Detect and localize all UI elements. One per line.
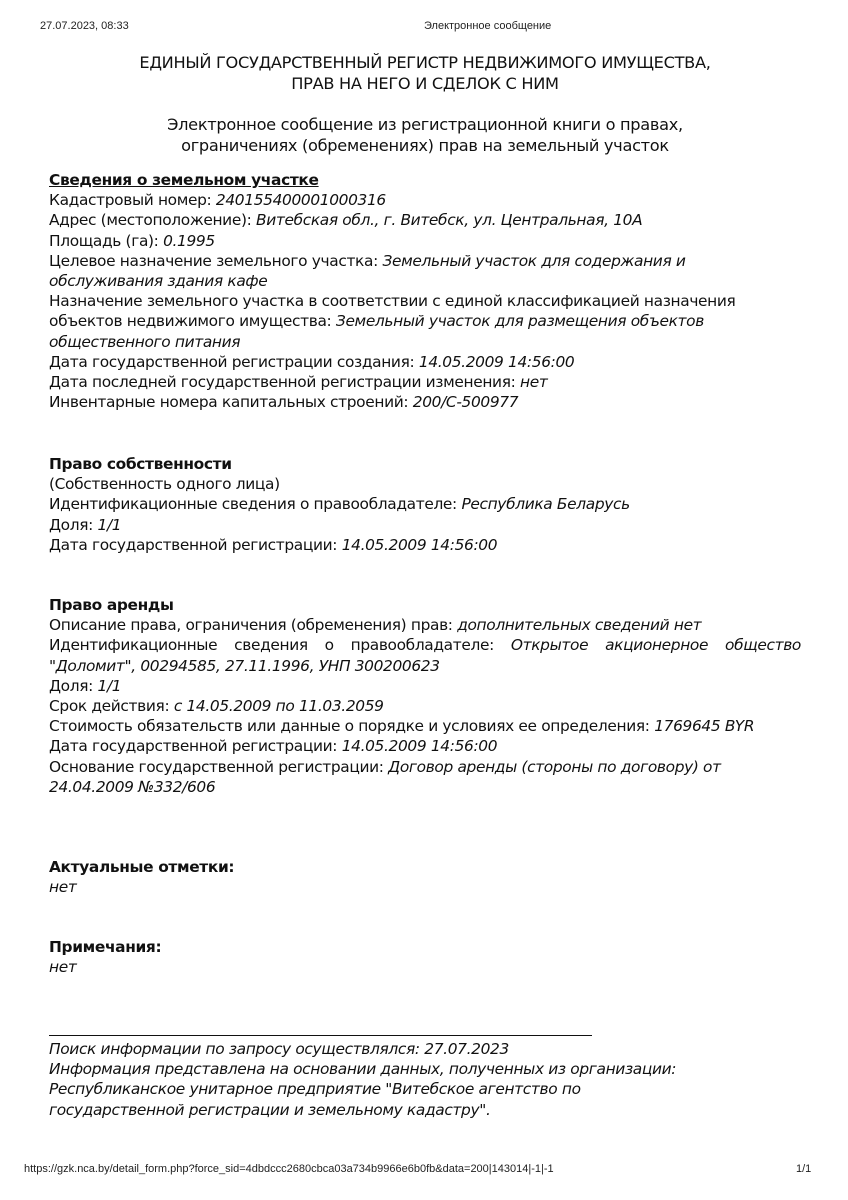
print-header-datetime: 27.07.2023, 08:33 [40,20,129,32]
lease-holder-row [49,635,801,675]
inventory-label: Инвентарные номера капитальных строений: [49,393,413,412]
register-title [40,52,810,94]
current-marks-value: нет [49,878,77,897]
source-line-1: Информация представлена на основании данных, полученных из организации: [49,1060,677,1079]
purpose-row [49,251,801,291]
print-footer-url: https://gzk.nca.by/detail_form.php?force_sid=4dbdccc2680cbca03a734b9966e6b0fb&data=200|143014|-1|-1 [24,1163,554,1175]
subtitle-line-1: Электронное сообщение из регистрационной книги о правах, [167,115,683,134]
lease-share-row [49,676,801,696]
ownership-holder-value: Республика Беларусь [461,495,630,514]
lease-holder-label: Идентификационные сведения о правообладателе: [49,636,511,655]
notes-heading: Примечания: [49,938,162,956]
inventory-row [49,392,801,412]
purpose-label: Целевое назначение земельного участка: [49,251,383,270]
source-line-2: Республиканское унитарное предприятие "Витебское агентство по [49,1080,581,1099]
lease-reg-date-label: Дата государственной регистрации: [49,737,342,756]
ownership-share-value: 1/1 [97,515,122,534]
reg-changed-label: Дата последней государственной регистрации изменения: [49,373,521,392]
ownership-reg-date-label: Дата государственной регистрации: [49,535,342,554]
cadastral-number-row [49,190,801,210]
ownership-reg-date-row [49,535,801,555]
source-line-3: государственной регистрации и земельному кадастру". [49,1100,491,1119]
purpose-value: Земельный участок для содержания и обслуживания здания кафе [49,251,686,291]
notes-value: нет [49,958,77,977]
document-subtitle [40,114,810,156]
lease-share-value: 1/1 [97,676,122,695]
ownership-holder-label: Идентификационные сведения о правообладателе: [49,495,462,514]
area-label: Площадь (га): [49,231,164,250]
cadastral-number-value: 240155400001000316 [215,191,386,210]
lease-description-row [49,615,801,635]
footer-divider [49,1035,592,1036]
register-title-line-2: ПРАВ НА НЕГО И СДЕЛОК С НИМ [291,74,559,93]
classification-row [49,291,801,352]
lease-reg-date-value: 14.05.2009 14:56:00 [341,737,498,756]
area-value: 0.1995 [163,231,215,250]
lease-basis-row [49,757,801,797]
reg-created-label: Дата государственной регистрации создания: [49,352,419,371]
ownership-section [49,454,801,555]
search-date-line: Поиск информации по запросу осуществлялся: 27.07.2023 [49,1040,509,1058]
reg-changed-row [49,372,801,392]
subtitle-line-2: ограничениях (обременениях) прав на земельный участок [181,136,669,155]
classification-label: Назначение земельного участка в соответствии с единой классификацией назначения объектов недвижимого имущества: [49,292,736,331]
classification-value: Земельный участок для размещения объектов общественного питания [49,312,704,351]
lease-cost-label: Стоимость обязательств или данные о порядке и условиях ее определения: [49,717,655,736]
lease-cost-value: 1769645 BYR [654,717,755,736]
address-label: Адрес (местоположение): [49,211,256,230]
ownership-heading: Право собственности [49,455,232,473]
inventory-value: 200/C-500977 [412,393,519,412]
lease-basis-label: Основание государственной регистрации: [49,757,389,776]
ownership-holder-row [49,494,801,514]
lease-reg-date-row [49,736,801,756]
cadastral-number-label: Кадастровый номер: [49,191,216,210]
reg-created-row [49,352,801,372]
lease-term-label: Срок действия: [49,697,174,716]
land-plot-section [49,170,801,412]
address-row [49,210,801,230]
lease-heading: Право аренды [49,596,174,614]
notes-section [49,937,801,977]
lease-term-row [49,696,801,716]
reg-changed-value: нет [520,373,548,392]
lease-section [49,595,801,797]
current-marks-heading: Актуальные отметки: [49,858,235,876]
lease-basis-value: Договор аренды (стороны по договору) от 24.04.2009 №332/606 [49,757,721,796]
register-title-line-1: ЕДИНЫЙ ГОСУДАРСТВЕННЫЙ РЕГИСТР НЕДВИЖИМОГО ИМУЩЕСТВА, [139,53,711,72]
ownership-share-label: Доля: [49,515,98,534]
address-value: Витебская обл., г. Витебск, ул. Центральная, 10А [255,211,643,230]
print-footer-page-number: 1/1 [796,1163,812,1175]
print-header-title: Электронное сообщение [424,20,552,32]
lease-cost-row [49,716,801,736]
lease-description-label: Описание права, ограничения (обременения) прав: [49,616,458,635]
lease-holder-value: Открытое акционерное общество "Доломит", 00294585, 27.11.1996, УНП 300200623 [49,636,801,675]
ownership-reg-date-value: 14.05.2009 14:56:00 [341,535,498,554]
lease-description-value: дополнительных сведений нет [457,616,702,635]
reg-created-value: 14.05.2009 14:56:00 [418,352,575,371]
area-row [49,231,801,251]
land-plot-heading: Сведения о земельном участке [49,171,319,189]
footer-info [49,1039,801,1120]
ownership-share-row [49,515,801,535]
lease-share-label: Доля: [49,676,98,695]
lease-term-value: с 14.05.2009 по 11.03.2059 [173,697,384,716]
ownership-type: (Собственность одного лица) [49,475,280,494]
current-marks-section [49,857,801,897]
